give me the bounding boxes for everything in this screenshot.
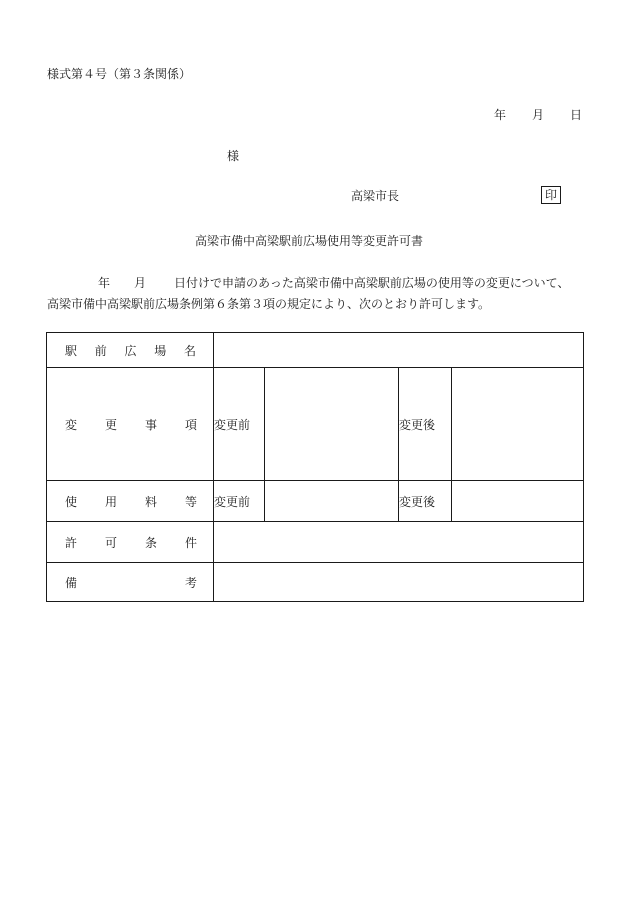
fee-before-label: 変更前 [214,481,265,522]
form-number: 様式第４号（第３条関係） [47,67,192,81]
date-month-label: 月 [532,108,545,122]
value-station-square [214,333,584,368]
body-line-1-rest: 日付けで申請のあった高梁市備中高梁駅前広場の使用等の変更について、 [174,276,570,290]
date-line [494,108,582,122]
permit-table [46,332,584,602]
row-change-matters [47,368,584,481]
change-after-value [452,368,584,481]
row-usage-fee [47,481,584,522]
issuer-name: 高梁市長 [351,189,400,203]
fee-before-value [265,481,399,522]
label-usage-fee: 使 用 料 等 [47,481,214,522]
fee-after-value [452,481,584,522]
body-line-2: 高梁市備中高梁駅前広場条例第６条第３項の規定により、次のとおり許可します。 [47,297,491,311]
value-remarks [214,563,584,602]
date-day-label: 日 [570,108,583,122]
label-station-square: 駅 前 広 場 名 [47,333,214,368]
fee-after-label: 変更後 [399,481,452,522]
document-title: 高梁市備中高梁駅前広場使用等変更許可書 [195,234,424,248]
date-year-label: 年 [494,108,507,122]
label-remarks: 備 考 [47,563,214,602]
seal-mark: 印 [541,186,561,204]
body-line-1 [47,273,569,294]
change-before-label: 変更前 [214,368,265,481]
change-after-label: 変更後 [399,368,452,481]
label-conditions: 許 可 条 件 [47,522,214,563]
row-remarks [47,563,584,602]
body-month: 月 [134,276,147,290]
row-conditions [47,522,584,563]
change-before-value [265,368,399,481]
label-change-matters: 変 更 事 項 [47,368,214,481]
body-text [47,273,569,315]
addressee-suffix: 様 [227,149,240,163]
body-year: 年 [98,276,111,290]
row-station-square [47,333,584,368]
value-conditions [214,522,584,563]
